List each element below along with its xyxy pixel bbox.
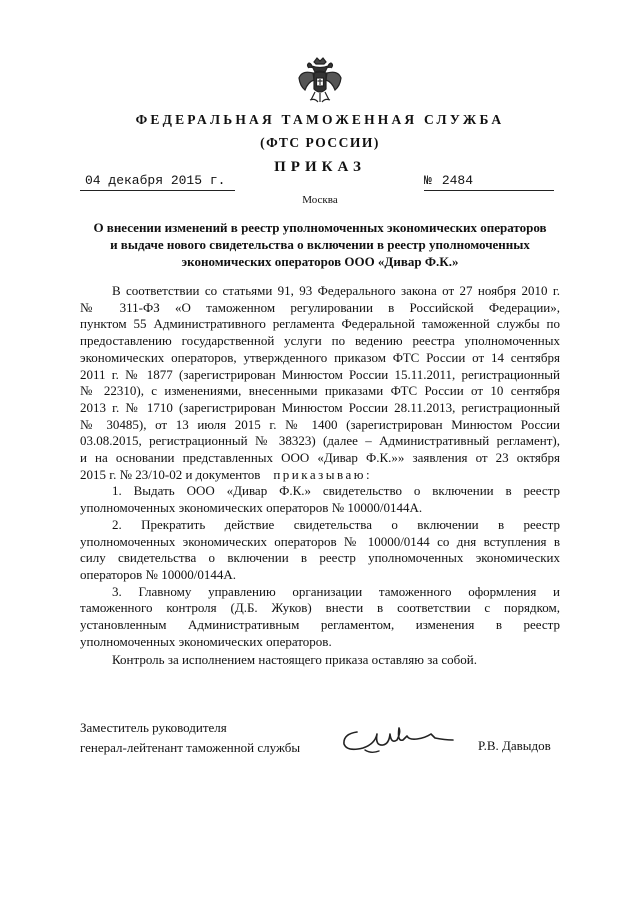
order-number: 2484 (441, 173, 474, 188)
body-line: и на основании представленных ООО «Дивар Ф.К.»» заявления от 23 октября (80, 450, 560, 466)
position-line: генерал-лейтенант таможенной службы (80, 740, 301, 755)
title-line: и выдаче нового свидетельства о включении в реестр уполномоченных (110, 237, 530, 252)
body-line: № 22310), с изменениями, внесенными приказами ФТС России от 10 сентября (80, 383, 560, 399)
body-line: 2011 г. № 1877 (зарегистрирован Минюстом России 15.11.2011, регистрационный (80, 366, 560, 382)
item-3-line: таможенного контроля (Д.Б. Жуков) внести в соответствии с порядком, (80, 600, 560, 616)
number-sign: № (424, 173, 432, 188)
item-2-line: 2. Прекратить действие свидетельства о включении в реестр (112, 516, 560, 532)
title-line: экономических операторов ООО «Дивар Ф.К.» (181, 254, 459, 269)
russian-double-headed-eagle-icon (297, 56, 343, 106)
signatory-position (80, 718, 300, 758)
intro-last-line: 2015 г. № 23/10-02 и документов (80, 466, 261, 482)
item-3-line: 3. Главному управлению организации таможенного оформления и (112, 583, 560, 599)
item-1-line: уполномоченных экономических операторов № 10000/0144А. (80, 500, 423, 516)
body-line: 03.08.2015, регистрационный № 38323) (далее – Административный регламент), (80, 433, 560, 449)
order-body (80, 283, 560, 650)
body-line: экономических операторов, утвержденного приказом ФТС России от 14 сентября (80, 349, 560, 365)
agency-name: ФЕДЕРАЛЬНАЯ ТАМОЖЕННАЯ СЛУЖБА (135, 112, 505, 127)
body-line: В соответствии со статьями 91, 93 Федерального закона от 27 ноября 2010 г. (112, 283, 560, 298)
body-line: № 30485), от 13 июля 2015 г. № 1400 (зарегистрирован Минюстом России (80, 416, 560, 432)
order-date: 04 декабря 2015 г. (80, 172, 235, 191)
item-2-line: силу свидетельства о включении в реестр уполномоченных экономических (80, 550, 560, 566)
order-word: приказываю: (273, 466, 373, 482)
order-number-field (424, 172, 554, 191)
item-2-line: уполномоченных экономических операторов № 10000/0144 со дня вступления в (80, 533, 560, 549)
control-clause: Контроль за исполнением настоящего приказа оставляю за собой. (112, 652, 477, 667)
item-2-line: операторов № 10000/0144А. (80, 566, 236, 582)
title-line: О внесении изменений в реестр уполномоченных экономических операторов (93, 220, 547, 235)
body-line: пунктом 55 Административного регламента Федеральной таможенной службы по (80, 316, 560, 332)
handwritten-signature (335, 720, 465, 762)
signatory-name: Р.В. Давыдов (478, 738, 551, 753)
city: Москва (302, 194, 338, 206)
body-line: 2013 г. № 1710 (зарегистрирован Минюстом России 28.11.2013, регистрационный (80, 399, 560, 415)
item-1-line: 1. Выдать ООО «Дивар Ф.К.» свидетельство о включении в реестр (112, 483, 560, 499)
body-line: № 311-ФЗ «О таможенном регулировании в Российской Федерации», (80, 299, 560, 315)
body-line: предоставлению государственной услуги по ведению реестра уполномоченных (80, 333, 560, 349)
order-title (70, 219, 570, 270)
item-3-line: установленным Административным регламентом, изменения в реестр (80, 617, 560, 633)
agency-abbreviation: (ФТС РОССИИ) (260, 135, 380, 150)
document-type: ПРИКАЗ (274, 159, 366, 175)
item-3-line: уполномоченных экономических операторов. (80, 633, 332, 649)
body-line (80, 467, 560, 484)
position-line: Заместитель руководителя (80, 720, 227, 735)
